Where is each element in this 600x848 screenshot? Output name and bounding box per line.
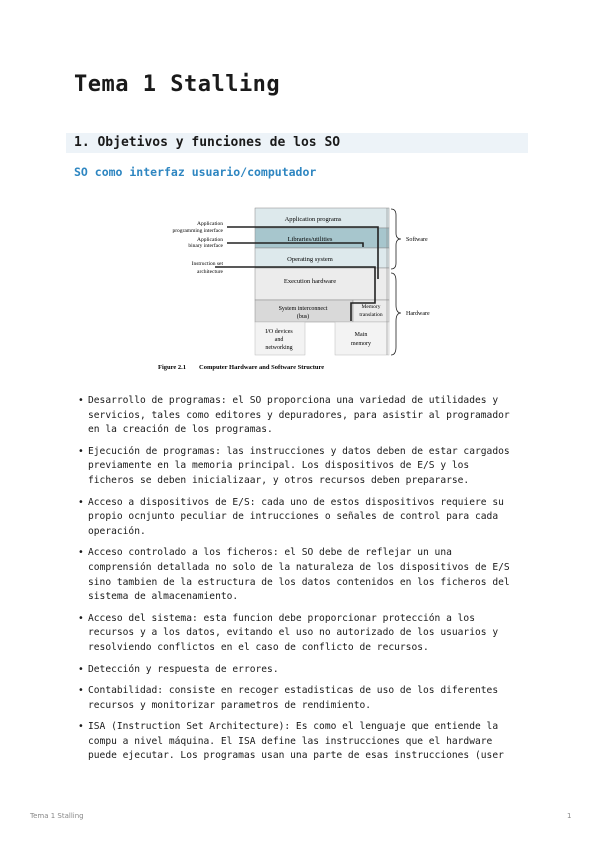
layer-io-label-3: networking [265,345,293,351]
layer-app-label: Application programs [284,216,342,223]
list-item: • ISA (Instruction Set Architecture): Es como el lenguaje que entiende la compu a nivel máquina. El ISA define las instrucciones que el hardware puede ejecutar. Los programas usan una parte de esas instrucciones (user [78,720,518,764]
section-heading-text: 1. Objetivos y funciones de los SO [74,135,341,150]
list-item: • Contabilidad: consiste en recoger estadisticas de uso de los diferentes recursos y monitorizar parametros de rendimiento. [78,684,518,713]
layer-io-label-2: and [274,337,284,343]
api-label-2: programming interface [172,228,223,234]
layer-os-label: Operating system [287,256,333,263]
api-label: Application [197,221,223,227]
isa-label-2: architecture [197,269,223,275]
abi-label-2: binary interface [188,243,223,249]
layer-main-label-2: memory [351,341,371,347]
software-label: Software [406,237,428,243]
list-item: • Acceso del sistema: esta funcion debe proporcionar protección a los recursos y a los datos, evitando el uso no autorizado de los usuarios y resolviendo conflictos en el caso de conflicto de recursos. [78,612,518,656]
computer-structure-figure [155,203,445,375]
section-heading [66,133,528,153]
functions-list [78,394,518,771]
figure-caption-text: Computer Hardware and Software Structure [199,364,325,371]
layer-io-label: I/O devices [265,329,293,335]
list-item: • Acceso a dispositivos de E/S: cada uno de estos dispositivos requiere su propio ocnjunto peculiar de intrucciones o señales de control para cada operación. [78,496,518,540]
page-title: Tema 1 Stalling [74,72,281,97]
layer-sysint-label-2: (bus) [296,314,310,320]
figure-caption-number: Figure 2.1 [158,364,187,371]
layer-sysint-label: System interconnect [278,306,328,312]
subsection-heading: SO como interfaz usuario/computador [74,165,317,179]
layer-mem-label-2: translation [359,312,383,318]
hardware-label: Hardware [406,311,430,317]
software-brace [391,209,401,269]
isa-label: Instruction set [191,261,223,267]
layer-libs-label: Libraries/utilities [287,236,333,243]
layer-mainmem-box [335,322,389,355]
layer-main-label: Main [354,332,368,338]
hardware-brace [391,273,401,355]
list-item: • Desarrollo de programas: el SO proporciona una variedad de utilidades y servicios, tales como editores y depuradores, para asistir al programador en la creación de los programas. [78,394,518,438]
layer-mem-label: Memory [361,304,381,310]
list-item: • Ejecución de programas: las instrucciones y datos deben de estar cargados previamente en la memoria principal. Los dispositivos de E/S y los ficheros se deben inicializaar, y otros recursos deben prepararse. [78,445,518,489]
list-item: • Detección y respuesta de errores. [78,663,518,678]
layer-exec-label: Execution hardware [283,278,337,285]
list-item: • Acceso controlado a los ficheros: el SO debe de reflejar un una comprensión detallada no solo de la naturaleza de los dispositivos de E/S sino tambien de la estructura de los datos contenidos en los ficheros del sistema de almacenamiento. [78,546,518,604]
footer-title: Tema 1 Stalling [30,812,84,820]
page-number: 1 [567,812,572,820]
abi-label: Application [197,237,223,243]
